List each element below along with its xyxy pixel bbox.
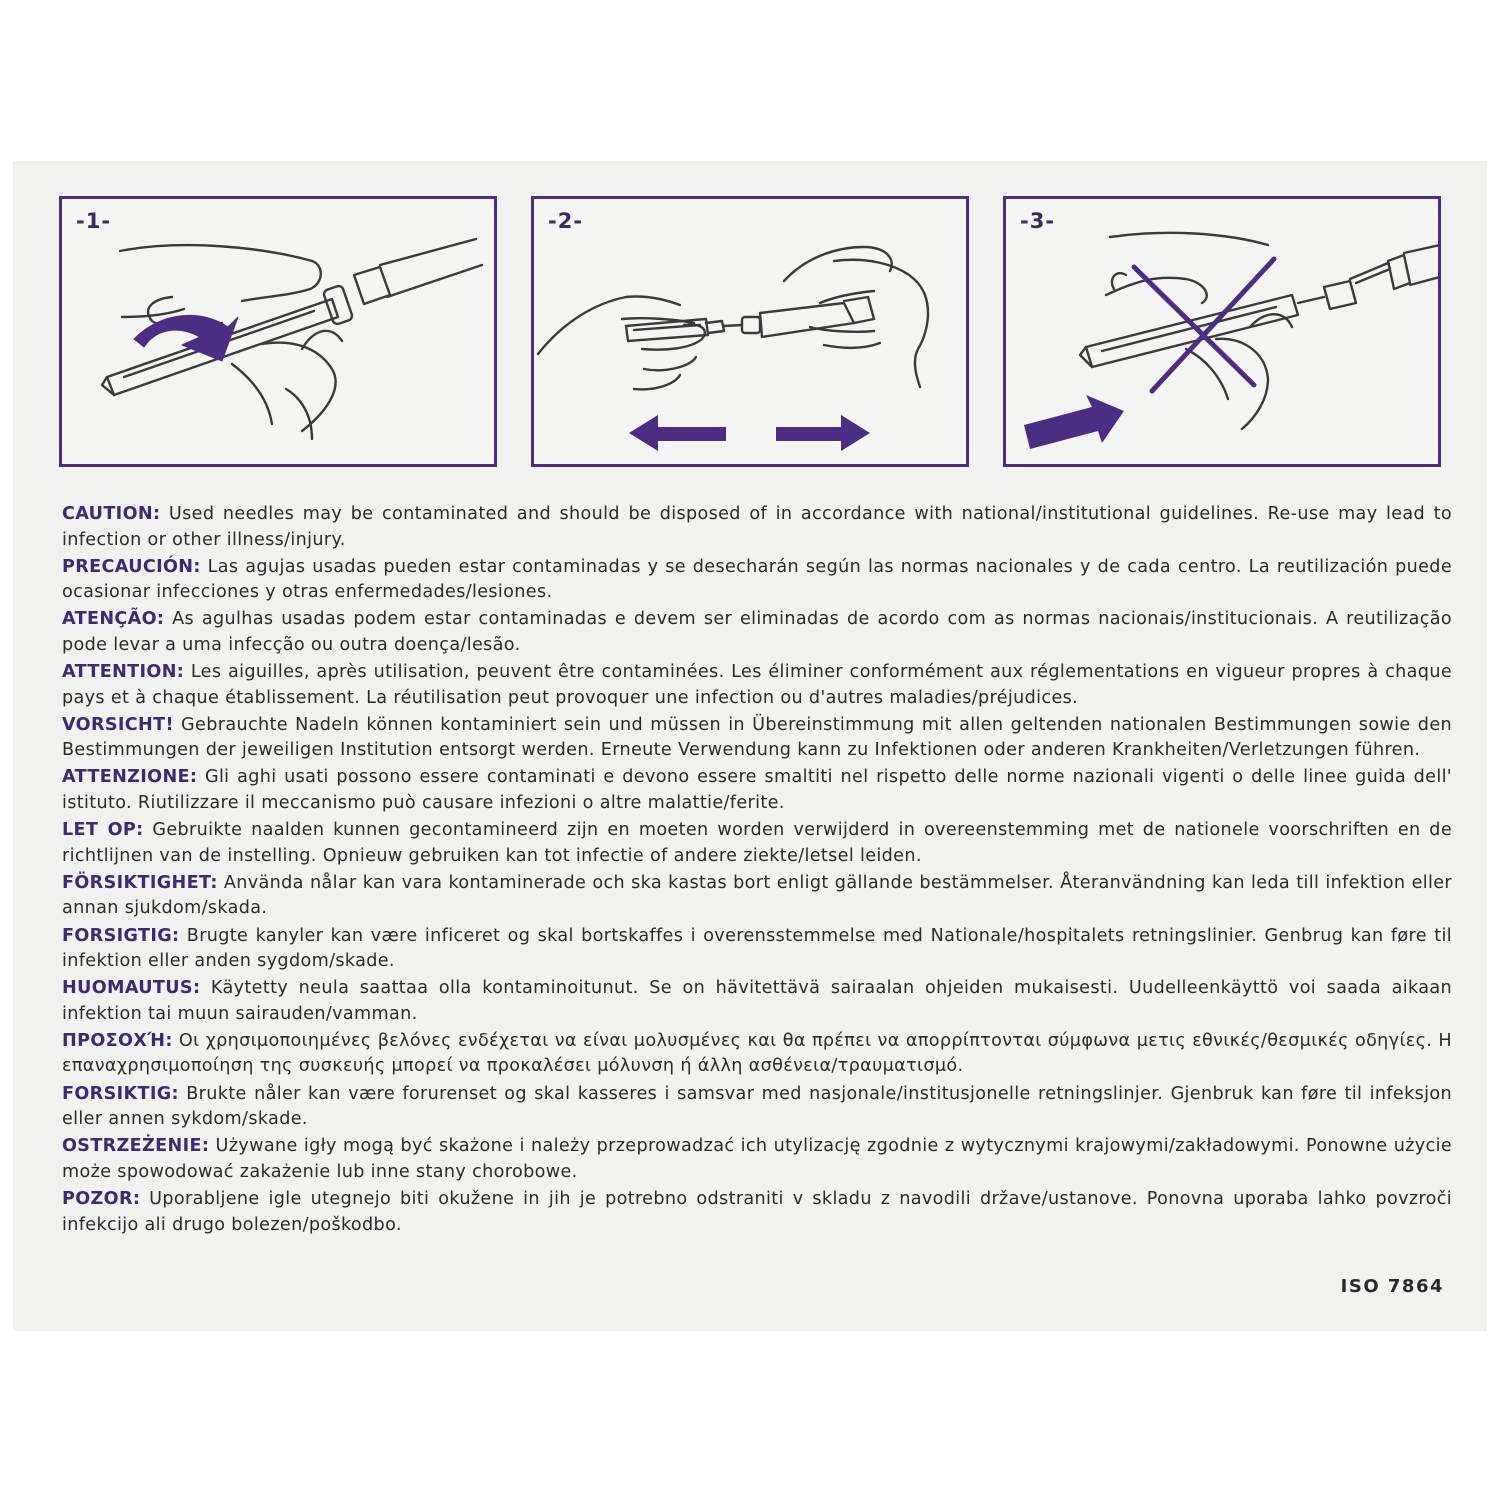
- warning-heading: VORSICHT!: [62, 714, 174, 735]
- warning-heading: FORSIGTIG:: [62, 925, 180, 946]
- warning-body: Las agujas usadas pueden estar contaminadas y se desecharán según las normas nacionales y de cada centro. La reutilización puede ocasionar infecciones y otras enfermedades/lesiones.: [62, 556, 1452, 603]
- step-1-panel: [59, 196, 497, 467]
- warning-paragraph-da: [62, 924, 1452, 975]
- warning-heading: POZOR:: [62, 1188, 141, 1209]
- warning-body: Gli aghi usati possono essere contaminati e devono essere smaltiti nel rispetto delle norme nazionali vigenti o delle linee guida dell' istituto. Riutilizzare il meccanismo può causare infezioni o altre malattie/ferite.: [62, 767, 1452, 814]
- warning-paragraph-fr: [62, 660, 1452, 711]
- warning-paragraph-no: [62, 1082, 1452, 1133]
- warning-body: Οι χρησιμοποιημένες βελόνες ενδέχεται να είναι μολυσμένες και θα πρέπει να απορρίπτονται σύμφωνα μετις εθνικές/θεσμικές οδηγίες. Η επαναχρησιμοποίηση της συσκευής μπορεί να προκαλέσει μόλυνση ή άλλη ασθένεια/τραυματισμό.: [62, 1030, 1452, 1077]
- warning-body: Uporabljene igle utegnejo biti okužene in jih je potrebno odstraniti v skladu z navodili države/ustanove. Ponovna uporaba lahko povzroči infekcijo ali drugo bolezen/poškodbo.: [62, 1188, 1452, 1235]
- warning-heading: PRECAUCIÓN:: [62, 556, 201, 577]
- warning-heading: ΠΡΟΣΟΧΉ:: [62, 1030, 173, 1051]
- warning-body: Använda nålar kan vara kontaminerade och ska kastas bort enligt gällande bestämmelser. Återanvändning kan leda till infektion eller annan sjukdom/skada.: [62, 872, 1452, 919]
- warning-text-block: [62, 502, 1452, 1240]
- pen-needle-icon: [102, 239, 482, 395]
- warning-heading: CAUTION:: [62, 504, 161, 524]
- warning-body: Käytetty neula saattaa olla kontaminoitunut. Se on hävitettävä sairaalan ohjeiden mukaisesti. Uudelleenkäyttö voi saada aikaan infektion tai muun sairauden/vamman.: [62, 978, 1452, 1024]
- warning-paragraph-sl: [62, 1187, 1452, 1238]
- warning-paragraph-it: [62, 765, 1452, 816]
- warning-paragraph-nl: [62, 818, 1452, 869]
- warning-body: Les aiguilles, après utilisation, peuvent être contaminées. Les éliminer conformément aux réglementations en vigueur propres à chaque pays et à chaque établissement. La réutilisation peut provoquer une infection ou d'autres maladies/préjudices.: [62, 662, 1452, 708]
- warning-body: As agulhas usadas podem estar contaminadas e devem ser eliminadas de acordo com as normas nacionais/institucionais. A reutilização pode levar a uma infecção ou outra doença/lesão.: [62, 609, 1452, 655]
- step-number: -2-: [548, 209, 584, 233]
- pen-needle-icon: [1080, 245, 1438, 367]
- warning-body: Brukte nåler kan være forurenset og skal kasseres i samsvar med nasjonale/institusjonelle retningslinjer. Gjenbruk kan føre til infeksjon eller annen sykdom/skade.: [62, 1083, 1452, 1130]
- iso-standard-label: ISO 7864: [1340, 1276, 1444, 1297]
- warning-paragraph-sv: [62, 871, 1452, 922]
- warning-heading: OSTRZEŻENIE:: [62, 1136, 210, 1157]
- warning-heading: ATTENTION:: [62, 662, 185, 683]
- warning-heading: FÖRSIKTIGHET:: [62, 872, 218, 893]
- arrow-left-icon: [629, 415, 726, 451]
- arrow-icon: [1024, 395, 1124, 449]
- warning-body: Used needles may be contaminated and should be disposed of in accordance with national/institutional guidelines. Re-use may lead to infection or other illness/injury.: [62, 504, 1452, 550]
- warning-heading: ATTENZIONE:: [62, 767, 198, 788]
- right-hand-icon: [784, 247, 928, 387]
- step-2-panel: [531, 196, 969, 467]
- warning-body: Gebrauchte Nadeln können kontaminiert sein und müssen in Übereinstimmung mit allen geltenden nationalen Bestimmungen sowie den Bestimmungen der jeweiligen Institution entsorgt werden. Erneute Verwendung kann zu Infektionen oder anderen Krankheiten/Verletzungen führen.: [62, 714, 1452, 761]
- instruction-card: [13, 161, 1487, 1331]
- warning-heading: HUOMAUTUS:: [62, 978, 201, 999]
- hand-icon: [120, 245, 342, 439]
- step-number: -3-: [1020, 209, 1056, 233]
- warning-heading: ATENÇÃO:: [62, 609, 165, 630]
- warning-paragraph-de: [62, 713, 1452, 764]
- warning-paragraph-pt: [62, 607, 1452, 658]
- warning-body: Gebruikte naalden kunnen gecontamineerd zijn en moeten worden verwijderd in overeenstemming met de nationele voorschriften en de richtlijnen van de instelling. Opnieuw gebruiken kan tot infectie of andere ziekte/letsel leiden.: [62, 820, 1452, 866]
- warning-heading: FORSIKTIG:: [62, 1083, 179, 1104]
- warning-body: Brugte kanyler kan være inficeret og skal bortskaffes i overensstemmelse med Nationale/hospitalets retningslinier. Genbrug kan føre til infektion eller anden sygdom/skade.: [62, 925, 1452, 972]
- warning-heading: LET OP:: [62, 820, 144, 841]
- warning-paragraph-fi: [62, 976, 1452, 1027]
- warning-paragraph-en: [62, 502, 1452, 553]
- warning-paragraph-es: [62, 555, 1452, 606]
- warning-paragraph-pl: [62, 1134, 1452, 1185]
- left-hand-icon: [538, 296, 705, 389]
- warning-body: Używane igły mogą być skażone i należy przeprowadzać ich utylizację zgodnie z wytycznymi krajowymi/zakładowymi. Ponowne użycie może spowodować zakażenie lub inne stany chorobowe.: [62, 1136, 1452, 1182]
- warning-paragraph-el: [62, 1029, 1452, 1080]
- arrow-right-icon: [776, 415, 870, 451]
- step-number: -1-: [76, 209, 112, 233]
- step-3-panel: [1003, 196, 1441, 467]
